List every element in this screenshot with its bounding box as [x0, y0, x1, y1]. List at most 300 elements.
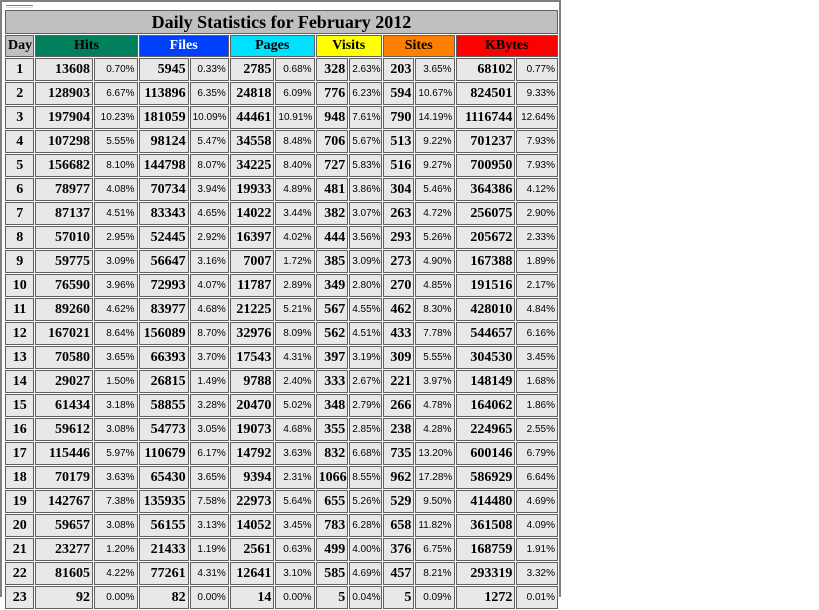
- column-header-day: Day: [5, 35, 34, 57]
- day-cell: 12: [5, 322, 34, 345]
- daily-statistics-table: [4, 9, 559, 610]
- kbytes-percent-cell: 3.45%: [516, 346, 558, 369]
- day-cell: 21: [5, 538, 34, 561]
- files-value-cell: 65430: [139, 466, 189, 489]
- table-row: [5, 370, 558, 393]
- sites-percent-cell: 9.50%: [415, 490, 454, 513]
- files-value-cell: 52445: [139, 226, 189, 249]
- hits-percent-cell: 3.08%: [94, 418, 138, 441]
- hits-value-cell: 87137: [35, 202, 93, 225]
- visits-value-cell: 382: [316, 202, 349, 225]
- day-cell: 18: [5, 466, 34, 489]
- files-percent-cell: 0.00%: [190, 586, 229, 609]
- sites-percent-cell: 9.27%: [415, 154, 454, 177]
- visits-percent-cell: 4.51%: [349, 322, 382, 345]
- visits-percent-cell: 2.63%: [349, 58, 382, 81]
- sites-value-cell: 203: [383, 58, 415, 81]
- visits-percent-cell: 2.85%: [349, 418, 382, 441]
- kbytes-percent-cell: 1.86%: [516, 394, 558, 417]
- day-cell: 22: [5, 562, 34, 585]
- day-cell: 19: [5, 490, 34, 513]
- pages-percent-cell: 5.64%: [275, 490, 314, 513]
- pages-value-cell: 14792: [230, 442, 275, 465]
- sites-percent-cell: 4.28%: [415, 418, 454, 441]
- visits-value-cell: 783: [316, 514, 349, 537]
- files-percent-cell: 3.65%: [190, 466, 229, 489]
- visits-percent-cell: 6.28%: [349, 514, 382, 537]
- visits-value-cell: 5: [316, 586, 349, 609]
- visits-value-cell: 499: [316, 538, 349, 561]
- kbytes-percent-cell: 6.64%: [516, 466, 558, 489]
- visits-value-cell: 333: [316, 370, 349, 393]
- files-value-cell: 82: [139, 586, 189, 609]
- hits-value-cell: 115446: [35, 442, 93, 465]
- sites-value-cell: 263: [383, 202, 415, 225]
- kbytes-value-cell: 428010: [456, 298, 516, 321]
- files-percent-cell: 3.28%: [190, 394, 229, 417]
- day-cell: 2: [5, 82, 34, 105]
- kbytes-percent-cell: 6.16%: [516, 322, 558, 345]
- hits-value-cell: 59775: [35, 250, 93, 273]
- files-value-cell: 110679: [139, 442, 189, 465]
- visits-percent-cell: 4.69%: [349, 562, 382, 585]
- kbytes-percent-cell: 12.64%: [516, 106, 558, 129]
- files-value-cell: 72993: [139, 274, 189, 297]
- table-row: [5, 538, 558, 561]
- visits-value-cell: 706: [316, 130, 349, 153]
- visits-percent-cell: 2.79%: [349, 394, 382, 417]
- files-percent-cell: 4.65%: [190, 202, 229, 225]
- files-percent-cell: 1.49%: [190, 370, 229, 393]
- hits-percent-cell: 5.55%: [94, 130, 138, 153]
- sites-percent-cell: 17.28%: [415, 466, 454, 489]
- hits-value-cell: 156682: [35, 154, 93, 177]
- pages-value-cell: 24818: [230, 82, 275, 105]
- kbytes-percent-cell: 1.68%: [516, 370, 558, 393]
- day-cell: 17: [5, 442, 34, 465]
- kbytes-value-cell: 364386: [456, 178, 516, 201]
- files-percent-cell: 5.47%: [190, 130, 229, 153]
- hits-value-cell: 142767: [35, 490, 93, 513]
- day-cell: 11: [5, 298, 34, 321]
- table-row: [5, 106, 558, 129]
- sites-percent-cell: 3.97%: [415, 370, 454, 393]
- horizontal-rule: [6, 5, 33, 8]
- sites-percent-cell: 0.09%: [415, 586, 454, 609]
- visits-value-cell: 562: [316, 322, 349, 345]
- sites-value-cell: 513: [383, 130, 415, 153]
- pages-percent-cell: 4.89%: [275, 178, 314, 201]
- hits-value-cell: 76590: [35, 274, 93, 297]
- sites-value-cell: 221: [383, 370, 415, 393]
- files-value-cell: 26815: [139, 370, 189, 393]
- sites-percent-cell: 11.82%: [415, 514, 454, 537]
- hits-percent-cell: 1.50%: [94, 370, 138, 393]
- files-value-cell: 54773: [139, 418, 189, 441]
- sites-value-cell: 790: [383, 106, 415, 129]
- visits-value-cell: 655: [316, 490, 349, 513]
- hits-value-cell: 57010: [35, 226, 93, 249]
- hits-value-cell: 89260: [35, 298, 93, 321]
- pages-value-cell: 20470: [230, 394, 275, 417]
- pages-percent-cell: 3.45%: [275, 514, 314, 537]
- pages-value-cell: 32976: [230, 322, 275, 345]
- sites-percent-cell: 14.19%: [415, 106, 454, 129]
- sites-percent-cell: 7.78%: [415, 322, 454, 345]
- pages-percent-cell: 4.02%: [275, 226, 314, 249]
- visits-value-cell: 948: [316, 106, 349, 129]
- pages-value-cell: 21225: [230, 298, 275, 321]
- files-percent-cell: 4.31%: [190, 562, 229, 585]
- pages-value-cell: 22973: [230, 490, 275, 513]
- day-cell: 15: [5, 394, 34, 417]
- files-value-cell: 135935: [139, 490, 189, 513]
- pages-percent-cell: 3.44%: [275, 202, 314, 225]
- column-header-visits: Visits: [316, 35, 382, 57]
- hits-value-cell: 167021: [35, 322, 93, 345]
- day-cell: 4: [5, 130, 34, 153]
- visits-value-cell: 385: [316, 250, 349, 273]
- pages-percent-cell: 0.68%: [275, 58, 314, 81]
- visits-value-cell: 355: [316, 418, 349, 441]
- hits-percent-cell: 3.65%: [94, 346, 138, 369]
- kbytes-percent-cell: 1.89%: [516, 250, 558, 273]
- sites-percent-cell: 6.75%: [415, 538, 454, 561]
- files-value-cell: 113896: [139, 82, 189, 105]
- kbytes-percent-cell: 4.12%: [516, 178, 558, 201]
- hits-percent-cell: 7.38%: [94, 490, 138, 513]
- files-percent-cell: 2.92%: [190, 226, 229, 249]
- visits-percent-cell: 3.07%: [349, 202, 382, 225]
- kbytes-percent-cell: 9.33%: [516, 82, 558, 105]
- sites-value-cell: 304: [383, 178, 415, 201]
- pages-value-cell: 19073: [230, 418, 275, 441]
- visits-percent-cell: 3.56%: [349, 226, 382, 249]
- hits-percent-cell: 0.00%: [94, 586, 138, 609]
- visits-percent-cell: 2.80%: [349, 274, 382, 297]
- column-header-pages: Pages: [230, 35, 315, 57]
- table-row: [5, 586, 558, 609]
- files-percent-cell: 10.09%: [190, 106, 229, 129]
- pages-percent-cell: 8.09%: [275, 322, 314, 345]
- day-cell: 14: [5, 370, 34, 393]
- sites-percent-cell: 4.72%: [415, 202, 454, 225]
- hits-value-cell: 197904: [35, 106, 93, 129]
- hits-value-cell: 81605: [35, 562, 93, 585]
- hits-percent-cell: 4.08%: [94, 178, 138, 201]
- files-value-cell: 70734: [139, 178, 189, 201]
- pages-value-cell: 9394: [230, 466, 275, 489]
- pages-percent-cell: 4.68%: [275, 418, 314, 441]
- sites-value-cell: 270: [383, 274, 415, 297]
- kbytes-value-cell: 824501: [456, 82, 516, 105]
- visits-percent-cell: 0.04%: [349, 586, 382, 609]
- sites-percent-cell: 13.20%: [415, 442, 454, 465]
- table-row: [5, 178, 558, 201]
- sites-value-cell: 309: [383, 346, 415, 369]
- visits-value-cell: 444: [316, 226, 349, 249]
- hits-value-cell: 29027: [35, 370, 93, 393]
- sites-value-cell: 735: [383, 442, 415, 465]
- visits-percent-cell: 2.67%: [349, 370, 382, 393]
- pages-value-cell: 14022: [230, 202, 275, 225]
- visits-percent-cell: 7.61%: [349, 106, 382, 129]
- hits-value-cell: 78977: [35, 178, 93, 201]
- table-row: [5, 346, 558, 369]
- column-header-sites: Sites: [383, 35, 455, 57]
- hits-value-cell: 128903: [35, 82, 93, 105]
- kbytes-percent-cell: 6.79%: [516, 442, 558, 465]
- kbytes-value-cell: 361508: [456, 514, 516, 537]
- pages-value-cell: 7007: [230, 250, 275, 273]
- sites-percent-cell: 5.55%: [415, 346, 454, 369]
- sites-percent-cell: 5.26%: [415, 226, 454, 249]
- pages-value-cell: 12641: [230, 562, 275, 585]
- kbytes-value-cell: 414480: [456, 490, 516, 513]
- files-percent-cell: 4.07%: [190, 274, 229, 297]
- day-cell: 23: [5, 586, 34, 609]
- day-cell: 7: [5, 202, 34, 225]
- kbytes-value-cell: 586929: [456, 466, 516, 489]
- files-percent-cell: 3.05%: [190, 418, 229, 441]
- sites-value-cell: 594: [383, 82, 415, 105]
- sites-value-cell: 273: [383, 250, 415, 273]
- visits-value-cell: 1066: [316, 466, 349, 489]
- kbytes-value-cell: 701237: [456, 130, 516, 153]
- pages-value-cell: 2785: [230, 58, 275, 81]
- files-value-cell: 156089: [139, 322, 189, 345]
- hits-percent-cell: 10.23%: [94, 106, 138, 129]
- sites-percent-cell: 4.85%: [415, 274, 454, 297]
- table-row: [5, 442, 558, 465]
- pages-value-cell: 34225: [230, 154, 275, 177]
- table-row: [5, 394, 558, 417]
- kbytes-percent-cell: 0.01%: [516, 586, 558, 609]
- table-body: [5, 58, 558, 609]
- hits-value-cell: 59612: [35, 418, 93, 441]
- sites-value-cell: 293: [383, 226, 415, 249]
- day-cell: 5: [5, 154, 34, 177]
- table-title: Daily Statistics for February 2012: [5, 10, 558, 34]
- column-header-files: Files: [139, 35, 229, 57]
- kbytes-percent-cell: 4.09%: [516, 514, 558, 537]
- pages-percent-cell: 5.02%: [275, 394, 314, 417]
- hits-value-cell: 70580: [35, 346, 93, 369]
- kbytes-percent-cell: 7.93%: [516, 154, 558, 177]
- pages-percent-cell: 6.09%: [275, 82, 314, 105]
- pages-value-cell: 11787: [230, 274, 275, 297]
- visits-value-cell: 397: [316, 346, 349, 369]
- files-value-cell: 144798: [139, 154, 189, 177]
- files-value-cell: 66393: [139, 346, 189, 369]
- visits-percent-cell: 5.67%: [349, 130, 382, 153]
- pages-percent-cell: 8.48%: [275, 130, 314, 153]
- kbytes-percent-cell: 0.77%: [516, 58, 558, 81]
- day-cell: 3: [5, 106, 34, 129]
- hits-percent-cell: 2.95%: [94, 226, 138, 249]
- kbytes-percent-cell: 3.32%: [516, 562, 558, 585]
- visits-value-cell: 585: [316, 562, 349, 585]
- table-row: [5, 514, 558, 537]
- visits-value-cell: 567: [316, 298, 349, 321]
- hits-percent-cell: 8.10%: [94, 154, 138, 177]
- files-value-cell: 181059: [139, 106, 189, 129]
- hits-percent-cell: 6.67%: [94, 82, 138, 105]
- files-percent-cell: 6.17%: [190, 442, 229, 465]
- sites-value-cell: 376: [383, 538, 415, 561]
- table-row: [5, 322, 558, 345]
- files-percent-cell: 1.19%: [190, 538, 229, 561]
- visits-value-cell: 328: [316, 58, 349, 81]
- files-value-cell: 56155: [139, 514, 189, 537]
- hits-percent-cell: 4.51%: [94, 202, 138, 225]
- hits-percent-cell: 3.09%: [94, 250, 138, 273]
- kbytes-percent-cell: 2.55%: [516, 418, 558, 441]
- table-row: [5, 82, 558, 105]
- sites-percent-cell: 9.22%: [415, 130, 454, 153]
- kbytes-percent-cell: 1.91%: [516, 538, 558, 561]
- files-value-cell: 83977: [139, 298, 189, 321]
- kbytes-value-cell: 167388: [456, 250, 516, 273]
- files-value-cell: 56647: [139, 250, 189, 273]
- visits-percent-cell: 6.23%: [349, 82, 382, 105]
- table-row: [5, 274, 558, 297]
- hits-value-cell: 107298: [35, 130, 93, 153]
- visits-percent-cell: 3.86%: [349, 178, 382, 201]
- visits-percent-cell: 8.55%: [349, 466, 382, 489]
- hits-percent-cell: 4.22%: [94, 562, 138, 585]
- hits-value-cell: 70179: [35, 466, 93, 489]
- day-cell: 1: [5, 58, 34, 81]
- hits-percent-cell: 3.63%: [94, 466, 138, 489]
- day-cell: 13: [5, 346, 34, 369]
- kbytes-value-cell: 1272: [456, 586, 516, 609]
- pages-value-cell: 34558: [230, 130, 275, 153]
- visits-percent-cell: 4.00%: [349, 538, 382, 561]
- kbytes-value-cell: 68102: [456, 58, 516, 81]
- table-row: [5, 250, 558, 273]
- sites-percent-cell: 8.30%: [415, 298, 454, 321]
- pages-value-cell: 2561: [230, 538, 275, 561]
- pages-percent-cell: 2.40%: [275, 370, 314, 393]
- pages-value-cell: 44461: [230, 106, 275, 129]
- files-percent-cell: 3.16%: [190, 250, 229, 273]
- pages-percent-cell: 5.21%: [275, 298, 314, 321]
- pages-value-cell: 14052: [230, 514, 275, 537]
- visits-value-cell: 348: [316, 394, 349, 417]
- files-percent-cell: 4.68%: [190, 298, 229, 321]
- kbytes-percent-cell: 2.33%: [516, 226, 558, 249]
- hits-value-cell: 59657: [35, 514, 93, 537]
- pages-value-cell: 14: [230, 586, 275, 609]
- pages-percent-cell: 1.72%: [275, 250, 314, 273]
- sites-value-cell: 266: [383, 394, 415, 417]
- sites-value-cell: 962: [383, 466, 415, 489]
- kbytes-value-cell: 148149: [456, 370, 516, 393]
- table-row: [5, 562, 558, 585]
- pages-percent-cell: 0.00%: [275, 586, 314, 609]
- sites-value-cell: 529: [383, 490, 415, 513]
- hits-percent-cell: 3.18%: [94, 394, 138, 417]
- kbytes-value-cell: 304530: [456, 346, 516, 369]
- day-cell: 8: [5, 226, 34, 249]
- kbytes-value-cell: 256075: [456, 202, 516, 225]
- kbytes-value-cell: 1116744: [456, 106, 516, 129]
- visits-percent-cell: 6.68%: [349, 442, 382, 465]
- sites-percent-cell: 8.21%: [415, 562, 454, 585]
- files-percent-cell: 8.07%: [190, 154, 229, 177]
- pages-value-cell: 19933: [230, 178, 275, 201]
- pages-value-cell: 9788: [230, 370, 275, 393]
- kbytes-percent-cell: 4.84%: [516, 298, 558, 321]
- column-header-kbytes: KBytes: [456, 35, 558, 57]
- visits-value-cell: 727: [316, 154, 349, 177]
- pages-value-cell: 17543: [230, 346, 275, 369]
- hits-value-cell: 23277: [35, 538, 93, 561]
- kbytes-value-cell: 205672: [456, 226, 516, 249]
- day-cell: 6: [5, 178, 34, 201]
- kbytes-percent-cell: 4.69%: [516, 490, 558, 513]
- hits-value-cell: 92: [35, 586, 93, 609]
- kbytes-percent-cell: 7.93%: [516, 130, 558, 153]
- kbytes-value-cell: 293319: [456, 562, 516, 585]
- visits-percent-cell: 5.83%: [349, 154, 382, 177]
- visits-percent-cell: 3.09%: [349, 250, 382, 273]
- kbytes-percent-cell: 2.90%: [516, 202, 558, 225]
- pages-value-cell: 16397: [230, 226, 275, 249]
- table-row: [5, 466, 558, 489]
- kbytes-value-cell: 191516: [456, 274, 516, 297]
- kbytes-value-cell: 168759: [456, 538, 516, 561]
- files-percent-cell: 7.58%: [190, 490, 229, 513]
- files-value-cell: 5945: [139, 58, 189, 81]
- files-value-cell: 21433: [139, 538, 189, 561]
- table-row: [5, 298, 558, 321]
- kbytes-value-cell: 224965: [456, 418, 516, 441]
- table-row: [5, 202, 558, 225]
- files-percent-cell: 8.70%: [190, 322, 229, 345]
- hits-percent-cell: 1.20%: [94, 538, 138, 561]
- column-header-hits: Hits: [35, 35, 137, 57]
- sites-percent-cell: 4.90%: [415, 250, 454, 273]
- files-percent-cell: 0.33%: [190, 58, 229, 81]
- hits-percent-cell: 3.96%: [94, 274, 138, 297]
- pages-percent-cell: 4.31%: [275, 346, 314, 369]
- pages-percent-cell: 3.10%: [275, 562, 314, 585]
- table-row: [5, 226, 558, 249]
- files-value-cell: 83343: [139, 202, 189, 225]
- sites-percent-cell: 3.65%: [415, 58, 454, 81]
- pages-percent-cell: 10.91%: [275, 106, 314, 129]
- table-row: [5, 130, 558, 153]
- pages-percent-cell: 0.63%: [275, 538, 314, 561]
- kbytes-value-cell: 700950: [456, 154, 516, 177]
- table-row: [5, 418, 558, 441]
- hits-percent-cell: 0.70%: [94, 58, 138, 81]
- visits-percent-cell: 3.19%: [349, 346, 382, 369]
- day-cell: 9: [5, 250, 34, 273]
- sites-value-cell: 457: [383, 562, 415, 585]
- visits-value-cell: 776: [316, 82, 349, 105]
- sites-percent-cell: 10.67%: [415, 82, 454, 105]
- kbytes-value-cell: 600146: [456, 442, 516, 465]
- files-value-cell: 98124: [139, 130, 189, 153]
- table-row: [5, 490, 558, 513]
- files-percent-cell: 6.35%: [190, 82, 229, 105]
- hits-percent-cell: 3.08%: [94, 514, 138, 537]
- visits-percent-cell: 5.26%: [349, 490, 382, 513]
- files-percent-cell: 3.13%: [190, 514, 229, 537]
